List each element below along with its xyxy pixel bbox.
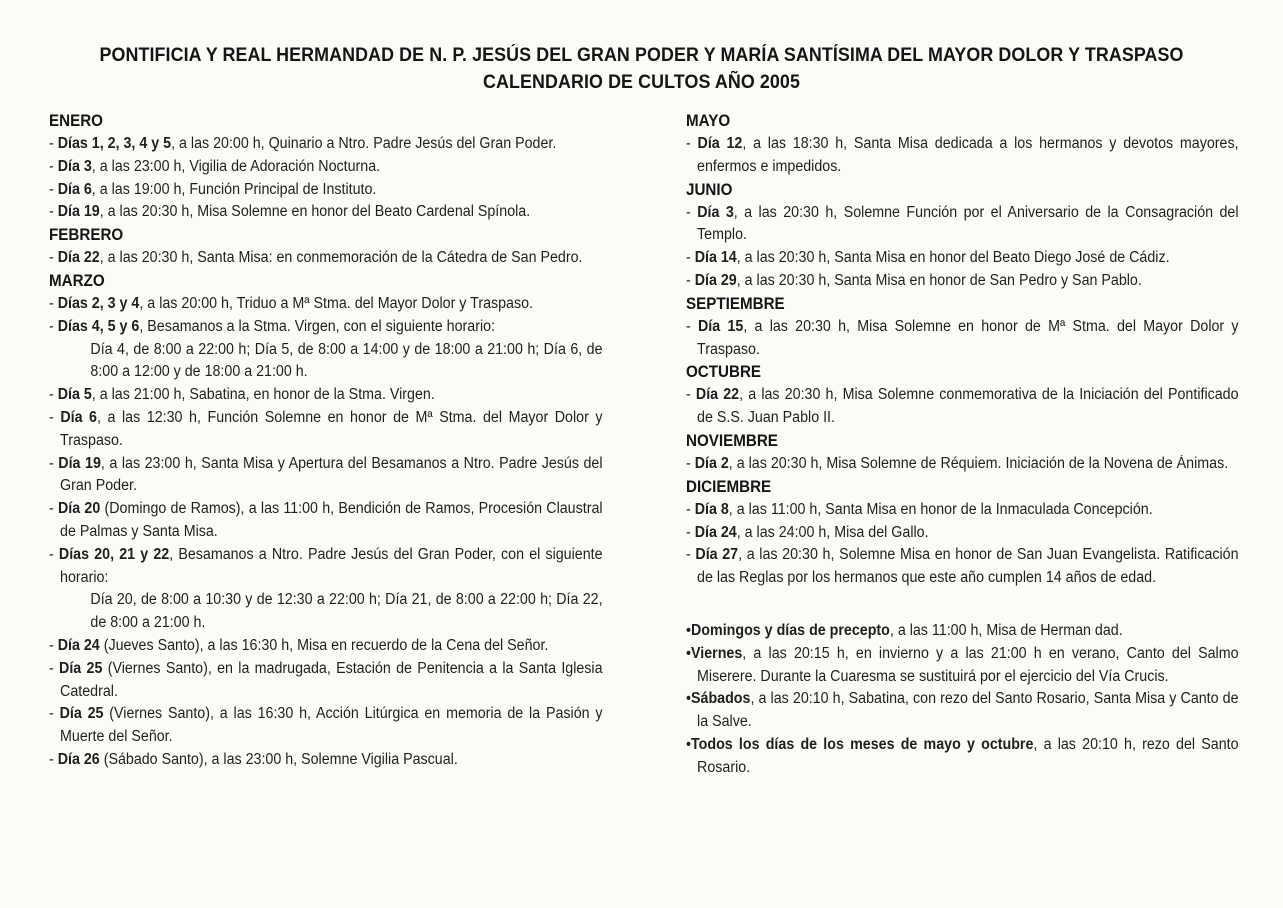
month-entries-octubre (686, 384, 1239, 430)
event-date: Día 6 (60, 408, 97, 426)
right-column (686, 110, 1239, 780)
month-heading-enero: ENERO (49, 112, 103, 130)
worship-description: , a las 20:10 h, Sabatina, con rezo del Santo Rosario, Santa Misa y Canto de la Salve. (697, 690, 1239, 731)
event-description: , a las 20:30 h, Misa Solemne de Réquiem. Iniciación de la Novena de Ánimas. (728, 454, 1229, 472)
month-entries-diciembre (686, 499, 1239, 590)
event-date: Día 2 (694, 454, 729, 472)
event-entry (49, 658, 603, 704)
worship-item (686, 688, 1239, 734)
event-description: , a las 20:30 h, Santa Misa en honor del Beato Diego José de Cádiz. (736, 249, 1170, 267)
event-description: (Domingo de Ramos), a las 11:00 h, Bendición de Ramos, Procesión Claustral de Palmas y Santa Misa. (60, 500, 603, 540)
event-description: , a las 12:30 h, Función Solemne en honor de Mª Stma. del Mayor Dolor y Traspaso. (60, 408, 603, 449)
event-entry (686, 316, 1239, 362)
event-date: Días 20, 21 y 22 (58, 545, 170, 563)
month-heading-septiembre: SEPTIEMBRE (686, 294, 785, 313)
event-date: Día 25 (59, 705, 104, 723)
event-date: Día 14 (694, 249, 737, 267)
month-heading-mayo: MAYO (686, 112, 731, 130)
event-entry (49, 201, 603, 224)
event-description: , a las 11:00 h, Santa Misa en honor de la Inmaculada Concepción. (728, 500, 1153, 518)
regular-worship-list (686, 620, 1239, 780)
event-description: , a las 20:30 h, Misa Solemne conmemorativa de la Iniciación del Pontificado de S.S. Juan Pablo II. (697, 386, 1239, 427)
event-description: , a las 19:00 h, Función Principal de Instituto. (91, 180, 377, 198)
event-date: Día 12 (697, 135, 743, 152)
month-entries-marzo (49, 293, 603, 772)
event-description: , a las 23:00 h, Santa Misa y Apertura del Besamanos a Ntro. Padre Jesús del Gran Poder. (60, 454, 603, 495)
event-date: Día 24 (57, 636, 100, 654)
event-entry (49, 156, 603, 179)
event-schedule: Día 4, de 8:00 a 22:00 h; Día 5, de 8:00 a 14:00 y de 18:00 a 21:00 h; Día 6, de 8:00 a 12:00 y de 18:00 a 21:00 h. (90, 340, 603, 381)
event-entry (686, 453, 1239, 476)
event-description: (Jueves Santo), a las 16:30 h, Misa en recuerdo de la Cena del Señor. (99, 636, 549, 654)
month-entries-febrero (49, 247, 595, 270)
event-date: Día 29 (694, 271, 737, 289)
event-entry (49, 703, 603, 749)
event-date: Día 26 (57, 750, 100, 768)
event-description: , Besamanos a la Stma. Virgen, con el siguiente horario: (139, 317, 496, 335)
event-description: , a las 23:00 h, Vigilia de Adoración Nocturna. (91, 157, 381, 175)
event-date: Día 25 (59, 659, 103, 677)
event-description: , a las 20:30 h, Solemne Misa en honor de San Juan Evangelista. Ratificación de las Reglas por los hermanos que este año cumplen 14 años de edad. (697, 546, 1239, 587)
event-date: Día 24 (694, 523, 737, 541)
event-description: , a las 20:30 h, Misa Solemne en honor del Beato Cardenal Spínola. (99, 203, 531, 221)
event-date: Día 3 (697, 203, 734, 221)
event-description: , Besamanos a Ntro. Padre Jesús del Gran Poder, con el siguiente horario: (60, 545, 603, 586)
month-heading-noviembre: NOVIEMBRE (686, 431, 778, 450)
worship-when: Domingos y días de precepto (691, 621, 890, 639)
event-description: (Sábado Santo), a las 23:00 h, Solemne Vigilia Pascual. (99, 750, 458, 768)
event-entry (49, 133, 603, 156)
event-entry (49, 453, 603, 499)
month-entries-septiembre (686, 316, 1239, 362)
event-entry (49, 749, 603, 772)
event-entry (49, 293, 603, 316)
event-entry (686, 544, 1239, 590)
event-description: , a las 21:00 h, Sabatina, en honor de la Stma. Virgen. (91, 386, 435, 404)
left-column (49, 110, 603, 772)
event-entry (686, 133, 1239, 179)
event-entry (49, 179, 603, 202)
event-entry (686, 384, 1239, 430)
month-entries-junio (686, 202, 1239, 293)
worship-when: Viernes (691, 644, 743, 662)
month-heading-diciembre: DICIEMBRE (686, 477, 772, 496)
month-heading-octubre: OCTUBRE (686, 363, 762, 382)
event-date: Día 19 (58, 454, 101, 472)
event-date: Días 2, 3 y 4 (57, 294, 140, 312)
brotherhood-title: PONTIFICIA Y REAL HERMANDAD DE N. P. JESÚS DEL GRAN PODER Y MARÍA SANTÍSIMA DEL MAYOR DOLOR Y TRASPASO (99, 45, 1184, 66)
event-description: , a las 20:00 h, Triduo a Mª Stma. del Mayor Dolor y Traspaso. (139, 294, 534, 312)
event-date: Día 3 (57, 157, 92, 175)
event-entry (49, 498, 603, 544)
event-description: , a las 24:00 h, Misa del Gallo. (736, 523, 929, 541)
event-date: Día 22 (695, 386, 740, 404)
event-date: Día 5 (57, 386, 92, 404)
event-entry (686, 522, 1239, 545)
worship-when: Sábados (691, 690, 751, 708)
month-heading-junio: JUNIO (686, 180, 733, 199)
calendar-title: CALENDARIO DE CULTOS AÑO 2005 (483, 72, 800, 93)
event-description: , a las 20:30 h, Misa Solemne en honor de Mª Stma. del Mayor Dolor y Traspaso. (697, 317, 1239, 358)
event-date: Día 19 (57, 203, 100, 221)
event-description: (Viernes Santo), en la madrugada, Estación de Penitencia a la Santa Iglesia Catedral. (60, 659, 603, 700)
event-entry (686, 202, 1239, 248)
event-description: , a las 20:00 h, Quinario a Ntro. Padre Jesús del Gran Poder. (171, 135, 557, 152)
month-entries-noviembre (686, 453, 1231, 476)
event-entry (49, 384, 603, 407)
event-description: , a las 18:30 h, Santa Misa dedicada a los hermanos y devotos mayores, enfermos e impedidos. (697, 135, 1239, 175)
worship-item (686, 620, 1239, 643)
event-entry (49, 407, 603, 453)
event-description: (Viernes Santo), a las 16:30 h, Acción Litúrgica en memoria de la Pasión y Muerte del Señor. (60, 705, 603, 746)
worship-description: , a las 20:15 h, en invierno y a las 21:00 h en verano, Canto del Salmo Miserere. Durante la Cuaresma se sustituirá por el ejercicio del Vía Crucis. (697, 644, 1239, 685)
event-entry (686, 270, 1239, 293)
event-entry (49, 247, 603, 270)
event-description: , a las 20:30 h, Solemne Función por el Aniversario de la Consagración del Templo. (697, 203, 1239, 244)
worship-description: , a las 20:10 h, rezo del Santo Rosario. (697, 735, 1239, 776)
worship-item (686, 643, 1239, 689)
event-schedule: Día 20, de 8:00 a 10:30 y de 12:30 a 22:00 h; Día 21, de 8:00 a 22:00 h; Día 22, de 8:00 a 21:00 h. (90, 591, 603, 632)
worship-when: Todos los días de los meses de mayo y octubre (691, 735, 1034, 753)
event-entry (49, 544, 603, 635)
event-date: Día 27 (695, 546, 739, 564)
event-entry (49, 316, 603, 384)
event-entry (686, 499, 1239, 522)
event-description: , a las 20:30 h, Santa Misa: en conmemoración de la Cátedra de San Pedro. (99, 249, 583, 267)
event-date: Día 6 (57, 180, 92, 198)
event-date: Día 8 (694, 500, 729, 518)
event-date: Días 4, 5 y 6 (57, 317, 140, 335)
event-date: Días 1, 2, 3, 4 y 5 (57, 135, 172, 152)
event-date: Día 15 (698, 317, 744, 335)
event-date: Día 22 (57, 249, 100, 267)
document-header (20, 42, 1263, 96)
worship-description: , a las 11:00 h, Misa de Herman dad. (889, 621, 1123, 639)
event-entry (49, 635, 603, 658)
month-heading-marzo: MARZO (49, 271, 105, 290)
event-date: Día 20 (57, 500, 101, 518)
event-description: , a las 20:30 h, Santa Misa en honor de San Pedro y San Pablo. (736, 271, 1142, 289)
worship-item (686, 734, 1239, 780)
month-heading-febrero: FEBRERO (49, 226, 124, 245)
event-entry (686, 247, 1239, 270)
month-entries-enero (49, 133, 595, 224)
month-entries-mayo (686, 133, 1239, 179)
